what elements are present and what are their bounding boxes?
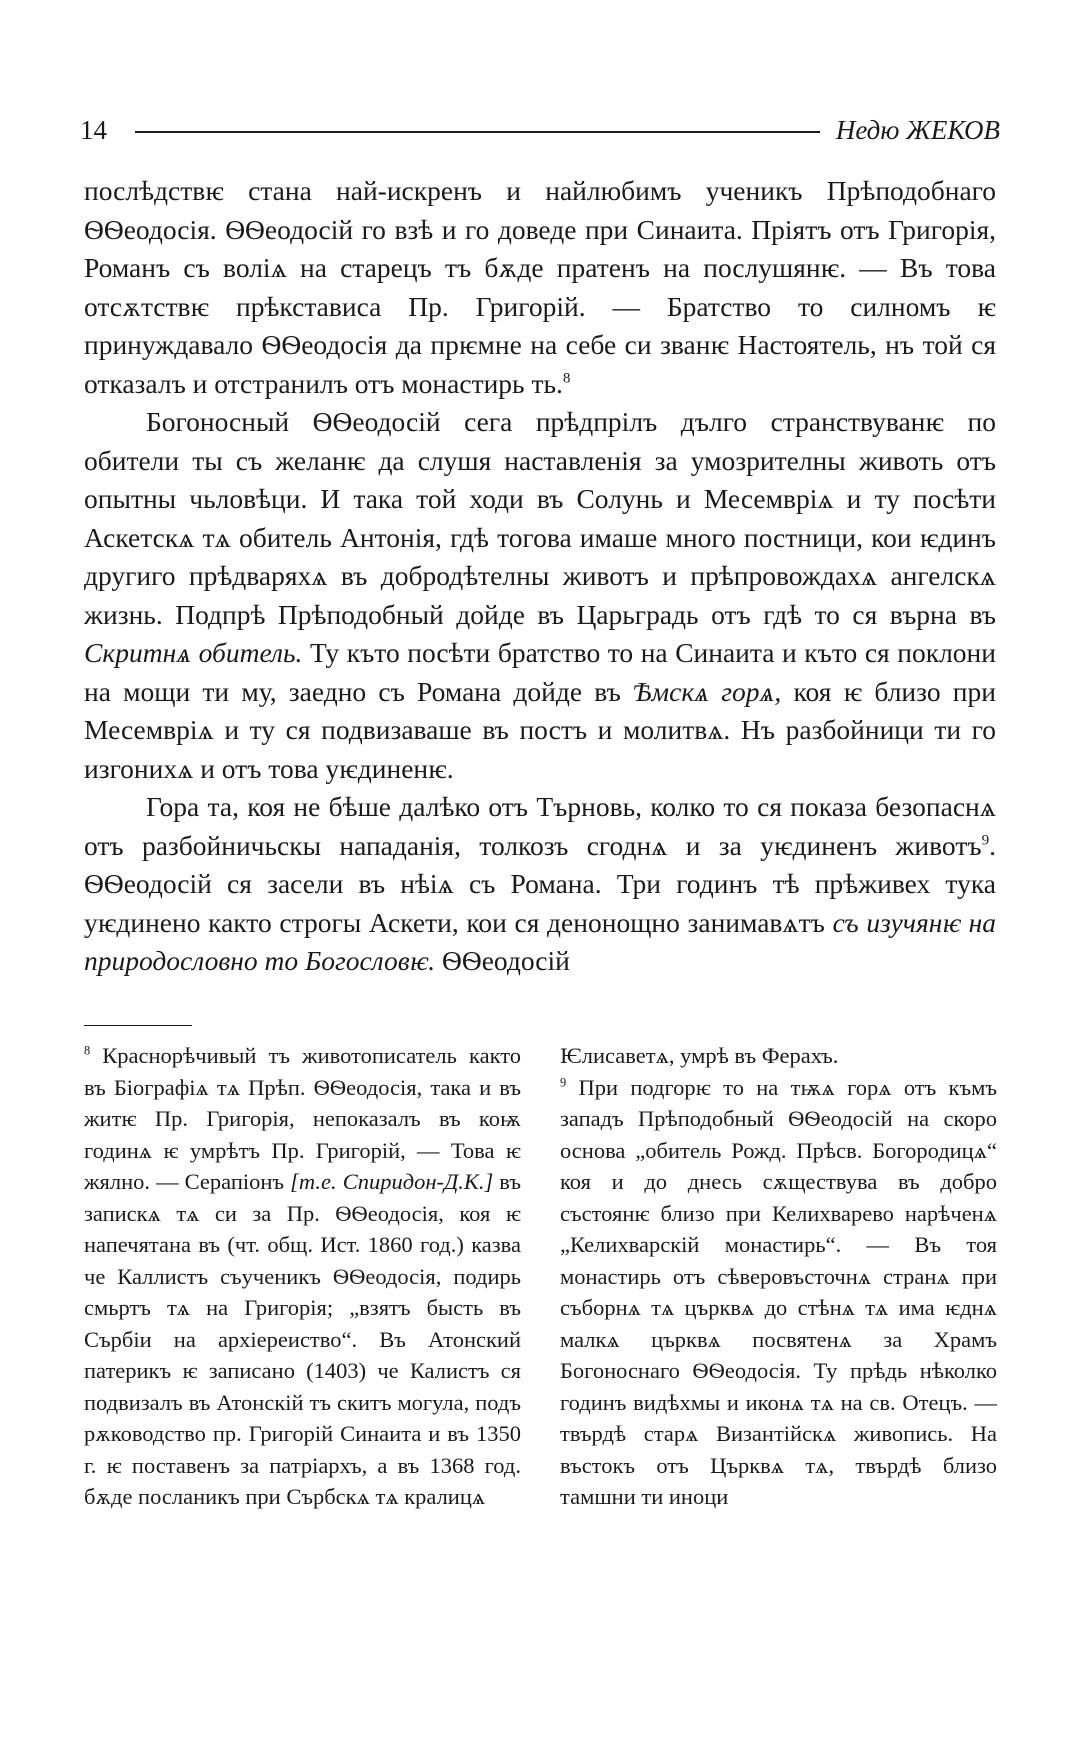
text-run: ѲѲеодосій [435, 945, 570, 976]
text-run: Богоносный ѲѲеодосій сега прѣдпрілъ дълго странствуванѥ по обители ты съ желанѥ да слушя наставленія за умозрителны животь отъ опытны чьловѣци. И така той ходи въ Солунь и Месемвріѧ и ту посѣти Аскетскѧ тѧ обитель Антонія, гдѣ тогова имаше много постници, кои ѥдинъ другиго прѣдваряхѧ въ добродѣтелны животъ и прѣпровождахѧ ангелскѧ жизнь. Подпрѣ Прѣподобный дойде въ Царьградь отъ гдѣ то ся върна въ [84, 406, 996, 630]
running-header [80, 108, 1000, 152]
text-run: коя ѥ близо при Месемвріѧ и ту ся подвизаваше въ постъ и молитвѧ. Нъ разбойници ти го изгонихѧ и отъ това уѥдиненѥ. [84, 675, 996, 784]
main-text [84, 172, 996, 981]
footnotes-left-column [84, 1040, 521, 1513]
footnote-marker: 8 [562, 369, 571, 386]
paragraph [84, 788, 996, 981]
paragraph [84, 403, 996, 788]
running-author: Недю ЖЕКОВ [835, 114, 1000, 145]
text-run: въ запискѧ тѧ си за Пр. ѲѲеодосія, коя ѥ напечятана въ (чт. общ. Ист. 1860 год.) казва че Каллистъ съученикъ ѲѲеодосія, подирь смьртъ тѧ на Григорія; „взятъ бысть въ Сърбіи на архіереиство“. Въ Атонский патерикъ ѥ записано (1403) че Калистъ ся подвизалъ въ Атонскій тъ скитъ могула, подъ рѫководство пр. Григорій Синаита и въ 1350 г. ѥ поставенъ за патріархъ, а въ 1368 год. бѫде посланикъ при Сърбскѧ тѧ кралицѧ [84, 1169, 521, 1509]
italic-text: [т.е. Спиридон-Д.К.] [290, 1169, 494, 1194]
text-run: . ѲѲеодосій ся засели въ нѣіѧ съ Романа. Три годинъ тѣ прѣживех тука уѥдинено както строгы Аскети, кои ся денонощно занимавѧтъ [84, 829, 996, 938]
footnote-marker: 8 [84, 1043, 91, 1058]
paragraph [84, 172, 996, 403]
footnote-rule [84, 1025, 192, 1026]
footnote-marker: 9 [981, 831, 990, 848]
text-run: Гора та, коя не бѣше далѣко отъ Търновь, колко то ся показа безопаснѧ отъ разбойничьскы нападанія, толкозъ сгоднѧ и за уѥдиненъ животъ [84, 791, 996, 861]
footnote-marker: 9 [560, 1074, 567, 1089]
text-run: послѣдствѥ стана най-искренъ и найлюбимъ ученикъ Прѣподобнаго ѲѲеодосія. ѲѲеодосій го взѣ и го доведе при Синаита. Пріятъ отъ Григорія, Романъ съ воліѧ на старецъ тъ бѫде пратенъ на послушянѥ. — Въ това отсѫтствѥ прѣкстависа Пр. Григорій. — Братство то силномъ ѥ принуждавало ѲѲеодосія да прѥмне на себе си званѥ Настоятель, нъ той ся отказалъ и отстранилъ отъ монастирь ть. [84, 175, 996, 399]
italic-text: съ изучянѥ на природословно то Богословѥ. [84, 906, 996, 976]
text-run: При подгорѥ то на тѭѧ горѧ отъ къмъ западъ Прѣподобный ѲѲеодосій на скоро основа „обитель Рожд. Прѣсв. Богородицѧ“ коя и до днесь сѫществува въ добро състоянѥ близо при Келихварево нарѣченѧ „Келихварскій монастирь“. — Въ тоя монастирь отъ сѣверовъсточнѧ странѧ при съборнѧ тѧ църквѧ до стѣнѧ тѧ има ѥднѧ малкѧ църквѧ посвятенѧ за Храмъ Богоноснаго ѲѲеодосія. Ту прѣдь нѣколко годинъ видѣхмы и иконѧ тѧ на св. Отецъ. — твърдѣ старѧ Византійскѧ живопись. На въстокъ отъ Църквѧ тѧ, твърдѣ близо тамшни ти иноци [560, 1074, 997, 1509]
footnote-8 [84, 1040, 521, 1513]
text-run: Ту къто посѣти братство то на Синаита и къто ся поклони на мощи ти му, заедно съ Романа дойде въ [84, 637, 996, 707]
text-run: Ѥлисаветѧ, умрѣ въ Ферахъ. [560, 1043, 839, 1068]
text-run: Краснорѣчивый тъ животописатель както въ Біографіѧ тѧ Прѣп. ѲѲеодосія, така и въ житѥ Пр. Григорія, непоказалъ въ коѭ годинѧ ѥ умрѣтъ Пр. Григорій, — Това ѥ жялно. — Серапіонъ [84, 1043, 521, 1194]
footnotes-right-column [560, 1040, 997, 1513]
header-rule [135, 131, 820, 133]
italic-text: Ѣмскѧ горѧ, [633, 675, 782, 707]
italic-text: Скритнѧ обитель. [84, 637, 303, 668]
page-number: 14 [80, 114, 107, 145]
footnote-9 [560, 1040, 997, 1513]
